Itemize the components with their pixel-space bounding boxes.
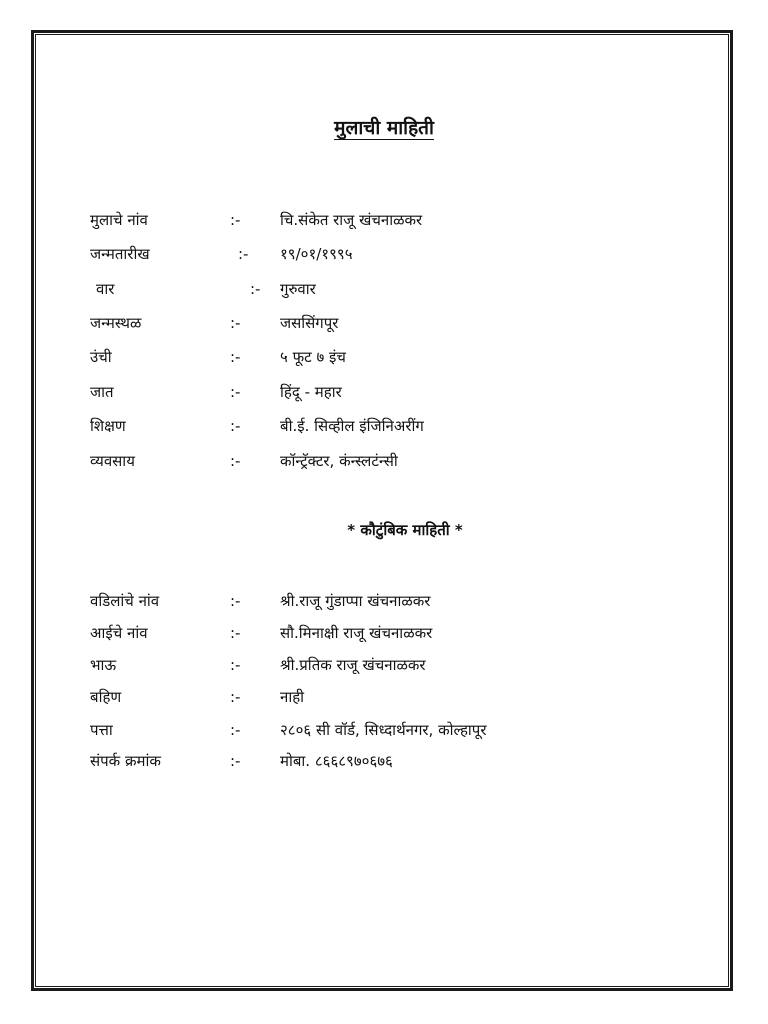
- row-label: व्यवसाय: [90, 452, 135, 470]
- info-row-brother: [0, 653, 768, 677]
- row-separator: :-: [230, 752, 241, 770]
- row-label: मुलाचे नांव: [90, 211, 148, 229]
- info-row-height: [0, 345, 768, 369]
- row-separator: :-: [230, 721, 241, 739]
- info-row-day: [0, 277, 768, 301]
- row-separator: :-: [230, 348, 241, 366]
- row-label: वडिलांचे नांव: [90, 592, 160, 610]
- row-separator: :-: [230, 624, 241, 642]
- row-separator: :-: [230, 656, 241, 674]
- row-value: बी.ई. सिव्हील इंजिनिअरींग: [280, 417, 424, 435]
- row-value: सौ.मिनाक्षी राजू खंचनाळकर: [280, 624, 433, 642]
- info-row-birthplace: [0, 311, 768, 335]
- row-value: १९/०१/१९९५: [280, 245, 353, 263]
- row-label: भाऊ: [90, 656, 117, 674]
- row-value: चि.संकेत राजू खंचनाळकर: [280, 211, 423, 229]
- family-section-title: * कौटुंबिक माहिती *: [347, 521, 463, 539]
- info-row-occupation: [0, 449, 768, 473]
- page-title-text: मुलाची माहिती: [334, 117, 434, 139]
- row-separator: :-: [230, 688, 241, 706]
- info-row-father: [0, 589, 768, 613]
- row-value: २८०६ सी वॉर्ड, सिध्दार्थनगर, कोल्हापूर: [280, 721, 487, 739]
- row-label: जन्मस्थळ: [90, 314, 142, 332]
- info-row-contact: [0, 749, 768, 773]
- row-label: पत्ता: [90, 721, 113, 739]
- row-separator: :-: [230, 314, 241, 332]
- row-value: जससिंगपूर: [280, 314, 339, 332]
- info-row-mother: [0, 621, 768, 645]
- row-value: श्री.राजू गुंडाप्पा खंचनाळकर: [280, 592, 431, 610]
- info-row-education: [0, 414, 768, 438]
- row-value: श्री.प्रतिक राजू खंचनाळकर: [280, 656, 426, 674]
- row-label: संपर्क क्रमांक: [90, 752, 161, 770]
- row-separator: :-: [230, 592, 241, 610]
- info-row-address: [0, 718, 768, 742]
- row-label: उंची: [90, 348, 112, 366]
- info-row-birthdate: [0, 242, 768, 266]
- info-row-caste: [0, 380, 768, 404]
- row-separator: :-: [230, 452, 241, 470]
- row-value: ५ फूट ७ इंच: [280, 348, 346, 366]
- row-label: जन्मतारीख: [90, 245, 150, 263]
- row-label: आईचे नांव: [90, 624, 148, 642]
- row-separator: :-: [230, 383, 241, 401]
- row-separator: :-: [230, 211, 241, 229]
- row-separator: :-: [238, 245, 249, 263]
- row-value: कॉन्ट्रॅक्टर, कंन्स्लटंन्सी: [280, 452, 398, 470]
- row-value: हिंदू - महार: [280, 383, 342, 401]
- row-value: मोबा. ८६६८९७०६७६: [280, 752, 393, 770]
- row-value: गुरुवार: [280, 280, 316, 298]
- info-row-name: [0, 208, 768, 232]
- row-label: शिक्षण: [90, 417, 126, 435]
- row-label: वार: [96, 280, 115, 298]
- info-row-sister: [0, 685, 768, 709]
- row-label: जात: [90, 383, 114, 401]
- row-separator: :-: [230, 417, 241, 435]
- row-separator: :-: [250, 280, 261, 298]
- page-border-inner: [35, 34, 729, 987]
- page-title: [0, 114, 768, 140]
- row-label: बहिण: [90, 688, 122, 706]
- row-value: नाही: [280, 688, 305, 706]
